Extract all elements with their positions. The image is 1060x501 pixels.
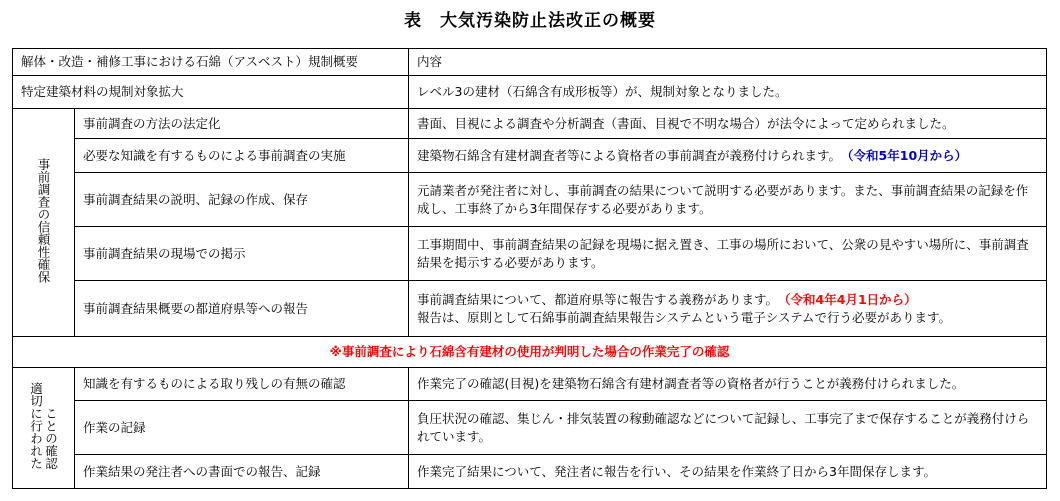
row-item: 必要な知識を有するものによる事前調査の実施 [75,139,409,173]
row-item: 事前調査結果の説明、記録の作成、保存 [75,173,409,227]
table-row [13,109,1047,139]
table-row [13,281,1047,337]
row-content-text: 事前調査結果について、都道府県等に報告する義務があります。 [417,291,772,307]
row-specified-content: レベル3の建材（石綿含有成形板等）が、規制対象となりました。 [409,76,1047,109]
row-content: 元請業者が発注者に対し、事前調査の結果について説明する必要があります。また、事前調査結果の記録を作成し、工事終了から3年間保存する必要があります。 [409,173,1047,227]
notice-row [13,337,1047,368]
group2-label-a: 適切に行われた [28,381,44,470]
notice-text: ※事前調査により石綿含有建材の使用が判明した場合の作業完了の確認 [13,337,1047,368]
row-content-text: 建築物石綿含有建材調査者等による資格者の事前調査が義務付けられます。 [417,147,835,163]
group1-label: 事前調査の信頼性確保 [36,157,51,283]
row-item: 作業の記録 [75,401,409,455]
table-row [13,139,1047,173]
row-specified-label: 特定建築材料の規制対象拡大 [13,76,409,109]
row-item: 事前調査の方法の法定化 [75,109,409,139]
row-content: 作業完了の確認(目視)を建築物石綿含有建材調査者等の資格者が行うことが義務付けられました。 [409,368,1047,401]
row-item: 事前調査結果概要の都道府県等への報告 [75,281,409,337]
row-content: 工事期間中、事前調査結果の記録を現場に据え置き、工事の場所において、公衆の見やすい場所に、事前調査結果を掲示する必要があります。 [409,227,1047,281]
row-content [409,139,1047,173]
table-header-row [13,49,1047,76]
table-row [13,401,1047,455]
table-row [13,173,1047,227]
table-row [13,455,1047,489]
table-row [13,76,1047,109]
page-title: 表 大気汚染防止法改正の概要 [404,11,656,31]
date-note-blue: （令和5年10月から） [847,147,968,163]
group1-label-cell [13,109,75,337]
row-item: 知識を有するものによる取り残しの有無の確認 [75,368,409,401]
group2-label-b: ことの確認 [43,406,59,470]
table-row [13,368,1047,401]
row-content [409,281,1047,337]
row-content: 書面、目視による調査や分析調査（書面、目視で不明な場合）が法令によって定められました。 [409,109,1047,139]
header-content: 内容 [409,49,1047,76]
group2-label-cell [13,368,75,489]
row-item: 事前調査結果の現場での掲示 [75,227,409,281]
row-content: 作業完了結果について、発注者に報告を行い、その結果を作業終了日から3年間保存します。 [409,455,1047,489]
row-item: 作業結果の発注者への書面での報告、記録 [75,455,409,489]
header-category: 解体・改造・補修工事における石綿（アスベスト）規制概要 [13,49,409,76]
regulation-table [12,48,1047,489]
row-content: 負圧状況の確認、集じん・排気装置の稼動確認などについて記録し、工事完了まで保存することが義務付けられています。 [409,401,1047,455]
table-row [13,227,1047,281]
row-content-text-2: 報告は、原則として石綿事前調査結果報告システムという電子システムで行う必要があります。 [417,309,952,325]
date-note-red: （令和4年4月1日から） [784,291,917,307]
